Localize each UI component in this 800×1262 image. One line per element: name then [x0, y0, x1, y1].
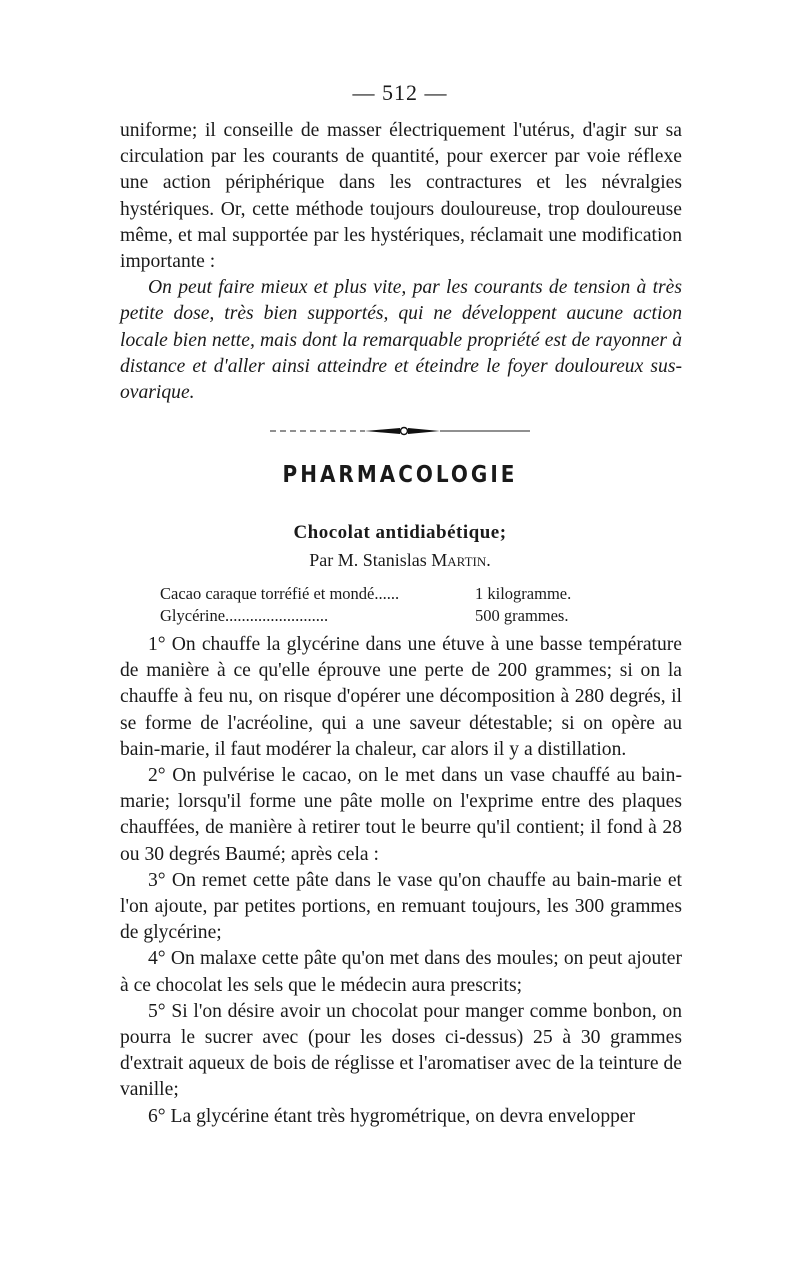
ingredient-row [160, 583, 620, 605]
recipe-step: 3° On remet cette pâte dans le vase qu'on chauffe au bain-marie et l'on ajoute, par petites portions, en remuant toujours, les 300 grammes de glycérine; [120, 869, 682, 944]
intro-paragraph: uniforme; il conseille de masser électriquement l'utérus, d'agir sur sa circulation par les courants de quantité, pour exercer par voie réflexe une action périphérique dans les contractures et les névralgies hystériques. Or, cette méthode toujours douloureuse, trop douloureuse même, et mal supportée par les hystériques, réclamait une modification importante : [120, 120, 682, 273]
ingredient-quantity: 500 grammes. [475, 606, 569, 625]
page-number: — 512 — [352, 80, 448, 105]
ingredients-list [160, 583, 620, 627]
intro-text [120, 118, 682, 406]
recipe-step: 4° On malaxe cette pâte qu'on met dans des moules; on peut ajouter à ce chocolat les sels que le médecin aura prescrits; [120, 948, 682, 996]
ingredient-quantity: 1 kilogramme. [475, 584, 572, 603]
recipe-step: 2° On pulvérise le cacao, on le met dans un vase chauffé au bain-marie; lorsqu'il forme une pâte molle on l'exprime entre des plaques chauffées, de manière à retirer tout le beurre qu'il contient; il fond à 28 ou 30 degrés Baumé; après cela : [120, 765, 682, 865]
author-name: Martin. [431, 550, 491, 570]
author-prefix: Par M. Stanislas [309, 550, 427, 570]
intro-italic-paragraph: On peut faire mieux et plus vite, par les courants de tension à très petite dose, très bien supportés, qui ne développent aucune action locale bien nette, mais dont la remarquable propriété est de rayonner à distance et d'aller ainsi atteindre et éteindre le foyer douloureux sus-ovarique. [120, 277, 682, 404]
recipe-step: 6° La glycérine étant très hygrométrique, on devra envelopper [148, 1105, 636, 1127]
ingredient-name: Glycérine......................... [160, 606, 329, 625]
recipe-steps [120, 632, 682, 1130]
recipe-step: 1° On chauffe la glycérine dans une étuve à une basse température de manière à ce qu'elle éprouve une perte de 200 grammes; si on la chauffe à feu nu, on risque d'opérer une décomposition à 280 degrés, il se forme de l'acréoline, qui a une saveur détestable; si on opère au bain-marie, il faut modérer la chaleur, car alors il y a distillation. [120, 634, 682, 760]
section-title: PHARMACOLOGIE [282, 460, 518, 488]
ingredient-name: Cacao caraque torréfié et mondé...... [160, 584, 400, 603]
ornamental-divider [270, 424, 530, 438]
recipe-title: Chocolat antidiabétique; [293, 522, 507, 543]
ingredient-row [160, 605, 620, 627]
recipe-author [0, 550, 800, 571]
recipe-step: 5° Si l'on désire avoir un chocolat pour manger comme bonbon, on pourra le sucrer avec (pour les doses ci-dessus) 25 à 30 grammes d'extrait aqueux de bois de réglisse et l'aromatiser avec de la teinture de vanille; [120, 1000, 682, 1101]
